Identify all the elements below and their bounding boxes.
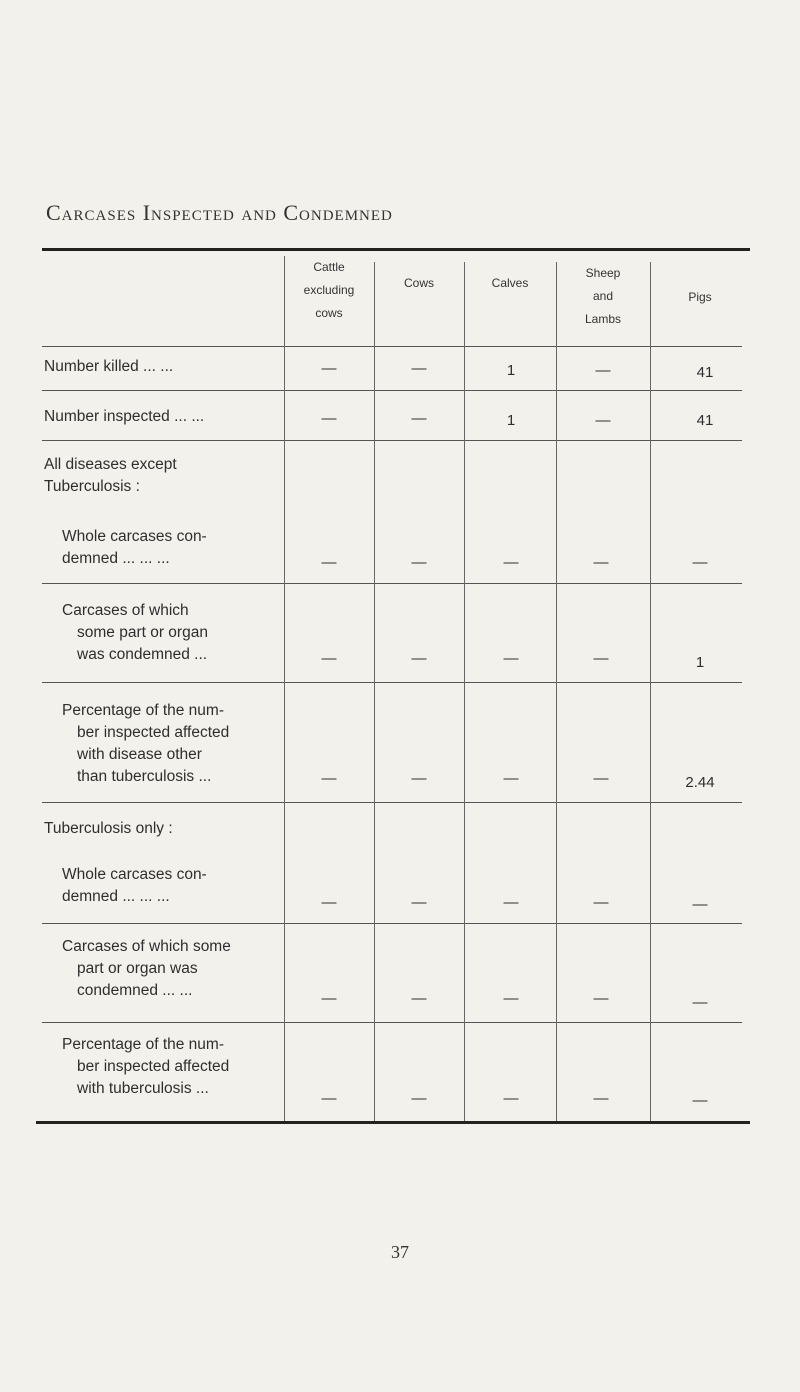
cell-ad-whole-pigs: — — [692, 554, 708, 571]
cell-tb-whole-sheep: — — [593, 894, 609, 911]
row-rule — [42, 390, 742, 391]
cell-killed-sheep: — — [595, 362, 611, 379]
row-label-tb-percentage: Percentage of the num- ber inspected affected with tuberculosis ... — [62, 1036, 230, 1097]
row-label-number-killed: Number killed ... ... — [44, 358, 174, 375]
cell-killed-cattle: — — [321, 360, 337, 377]
cell-ad-pct-sheep: — — [593, 770, 609, 787]
cell-tb-part-sheep: — — [593, 990, 609, 1007]
cell-ad-part-cattle: — — [321, 650, 337, 667]
cell-inspected-cows: — — [411, 410, 427, 427]
cell-tb-pct-sheep: — — [593, 1090, 609, 1107]
cell-ad-whole-cattle: — — [321, 554, 337, 571]
row-rule — [42, 923, 742, 924]
cell-ad-whole-cows: — — [411, 554, 427, 571]
section-heading-all-diseases: All diseases except Tuberculosis : — [44, 456, 177, 495]
cell-inspected-cattle: — — [321, 410, 337, 427]
cell-inspected-sheep: — — [595, 412, 611, 429]
cell-killed-cows: — — [411, 360, 427, 377]
column-header-calves: Calves — [491, 276, 529, 290]
cell-ad-part-pigs: 1 — [695, 654, 705, 671]
row-rule — [42, 1022, 742, 1023]
row-label-ad-whole-carcases: Whole carcases con- demned ... ... ... — [62, 528, 207, 567]
cell-ad-whole-calves: — — [503, 554, 519, 571]
cell-tb-part-cattle: — — [321, 990, 337, 1007]
cell-ad-pct-cattle: — — [321, 770, 337, 787]
row-label-tb-part-condemned: Carcases of which some part or organ was condemned ... ... — [62, 938, 231, 999]
cell-tb-pct-cows: — — [411, 1090, 427, 1107]
cell-ad-whole-sheep: — — [593, 554, 609, 571]
cell-ad-pct-calves: — — [503, 770, 519, 787]
column-divider — [464, 262, 465, 1121]
row-label-ad-part-condemned: Carcases of which some part or organ was condemned ... — [62, 602, 208, 663]
cell-killed-pigs: 41 — [696, 364, 714, 381]
cell-tb-whole-pigs: — — [692, 896, 708, 913]
row-label-number-inspected: Number inspected ... ... — [44, 408, 205, 425]
cell-ad-pct-cows: — — [411, 770, 427, 787]
row-rule — [42, 440, 742, 441]
column-header-cows: Cows — [403, 276, 434, 290]
table-bottom-rule — [36, 1121, 750, 1124]
row-label-tb-whole-carcases: Whole carcases con- demned ... ... ... — [62, 866, 207, 905]
table-top-rule — [42, 248, 750, 251]
column-header-pigs: Pigs — [688, 290, 712, 304]
row-label-ad-percentage: Percentage of the num- ber inspected affected with disease other than tuberculosis ... — [62, 702, 230, 785]
column-divider — [650, 262, 651, 1121]
row-rule — [42, 682, 742, 683]
cell-ad-part-cows: — — [411, 650, 427, 667]
cell-tb-whole-cows: — — [411, 894, 427, 911]
cell-tb-pct-cattle: — — [321, 1090, 337, 1107]
cell-inspected-pigs: 41 — [696, 412, 714, 429]
cell-ad-part-calves: — — [503, 650, 519, 667]
cell-tb-whole-cattle: — — [321, 894, 337, 911]
row-rule — [42, 583, 742, 584]
page-title: Carcases Inspected and Condemned — [46, 200, 393, 225]
cell-ad-pct-pigs: 2.44 — [685, 774, 715, 791]
row-rule — [42, 802, 742, 803]
cell-tb-part-calves: — — [503, 990, 519, 1007]
cell-inspected-calves: 1 — [506, 412, 516, 429]
cell-tb-pct-calves: — — [503, 1090, 519, 1107]
cell-killed-calves: 1 — [506, 362, 516, 379]
cell-tb-pct-pigs: — — [692, 1092, 708, 1109]
cell-tb-part-cows: — — [411, 990, 427, 1007]
header-bottom-rule — [42, 346, 742, 347]
column-header-sheep: Sheep and Lambs — [584, 266, 622, 326]
cell-ad-part-sheep: — — [593, 650, 609, 667]
cell-tb-part-pigs: — — [692, 994, 708, 1011]
column-header-cattle: Cattle excluding cows — [303, 260, 355, 320]
page-number: 37 — [391, 1242, 409, 1262]
section-heading-tuberculosis: Tuberculosis only : — [44, 820, 173, 837]
cell-tb-whole-calves: — — [503, 894, 519, 911]
